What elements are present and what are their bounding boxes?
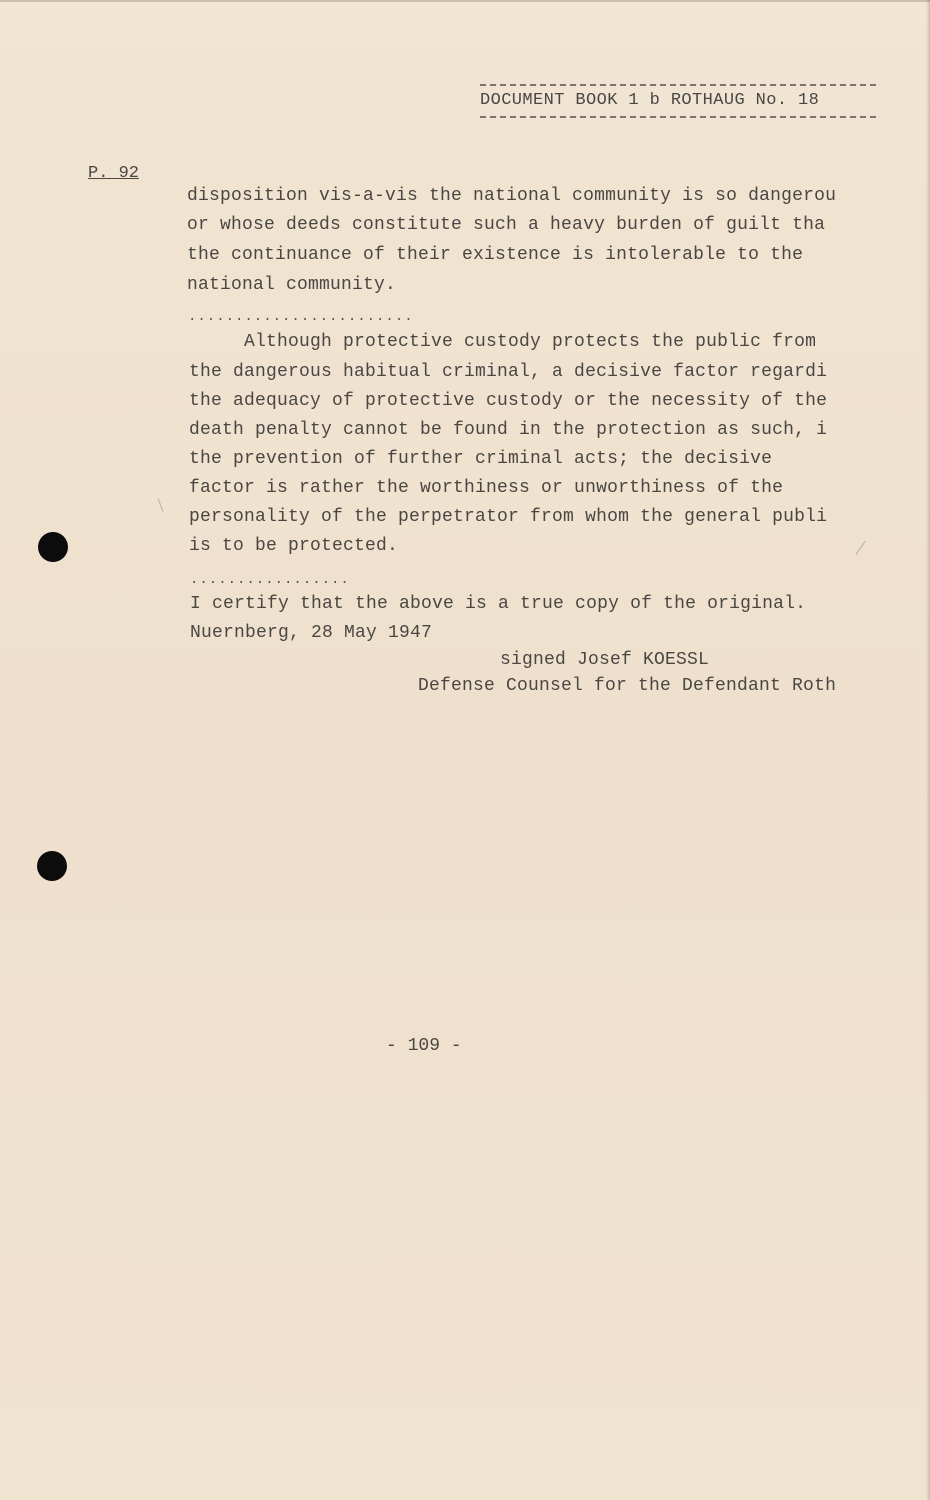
document-title: DOCUMENT BOOK 1 b ROTHAUG No. 18 [480,91,820,110]
signature: signed Josef KOESSL [500,650,710,670]
paragraph2-line: the adequacy of protective custody or the necessity of the [189,391,828,411]
paragraph1-line: national community. [187,275,397,295]
header-rule-bottom [480,116,876,118]
punch-hole [37,851,67,881]
paragraph2-line: death penalty cannot be found in the protection as such, i [189,420,828,440]
paragraph2-line: factor is rather the worthiness or unworthiness of the [189,478,784,498]
paragraph2-line: Although protective custody protects the public from [244,332,817,352]
separator-dots-2: ................. [190,572,350,588]
paragraph1-line: the continuance of their existence is intolerable to the [187,245,804,265]
separator-dots: ........................ [188,309,414,325]
paragraph2-line: the prevention of further criminal acts; the decisive [189,449,773,469]
place-date: Nuernberg, 28 May 1947 [190,623,433,643]
header-rule-top [480,84,876,86]
page-right-edge [926,0,930,1500]
page-number: - 109 - [386,1036,462,1056]
document-header [480,84,876,118]
page-reference: P. 92 [88,164,140,183]
paragraph1-line: disposition vis-a-vis the national community is so dangerou [187,186,837,206]
signatory-role: Defense Counsel for the Defendant Roth [418,676,837,696]
paragraph2-line: the dangerous habitual criminal, a decisive factor regardi [189,362,828,382]
paragraph2-line: personality of the perpetrator from whom the general publi [189,507,828,527]
punch-hole [38,532,68,562]
page-top-edge [0,0,930,2]
paragraph2-line: is to be protected. [189,536,399,556]
certification-statement: I certify that the above is a true copy of the original. [190,594,807,614]
paragraph1-line: or whose deeds constitute such a heavy burden of guilt tha [187,215,826,235]
stray-mark [158,498,164,511]
stray-mark [856,541,866,555]
